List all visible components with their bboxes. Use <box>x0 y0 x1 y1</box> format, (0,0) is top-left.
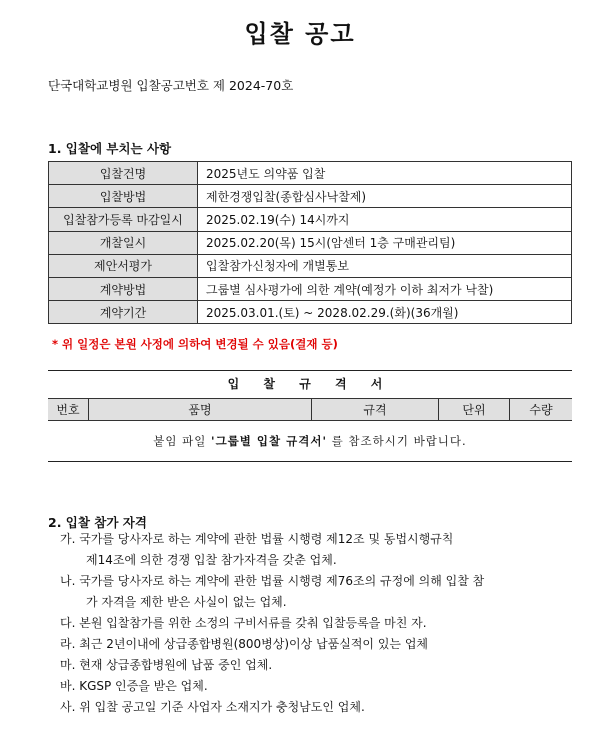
bid-number: 단국대학교병원 입찰공고번호 제 2024-70호 <box>48 78 294 93</box>
spec-col-number: 번호 <box>48 399 89 421</box>
spec-header-table <box>48 399 572 421</box>
row-value: 그룹별 심사평가에 의한 계약(예정가 이하 최저가 낙찰) <box>198 277 572 300</box>
spec-header-row <box>48 399 572 421</box>
requirement-item-cont: 가 자격을 제한 받은 사실이 없는 업체. <box>86 595 287 609</box>
spec-note-suffix: 를 참조하시기 바랍니다. <box>331 434 467 448</box>
row-value: 2025.02.20(목) 15시(암센터 1층 구매관리팀) <box>198 231 572 254</box>
table-row <box>49 277 572 300</box>
row-label: 제안서평가 <box>49 254 198 277</box>
spec-col-spec: 규격 <box>312 399 439 421</box>
row-label: 입찰건명 <box>49 162 198 185</box>
requirement-item-cont: 제14조에 의한 경쟁 입찰 참가자격을 갖춘 업체. <box>86 553 337 567</box>
row-value: 2025.03.01.(토) ~ 2028.02.29.(화)(36개월) <box>198 301 572 324</box>
schedule-change-note: * 위 일정은 본원 사정에 의하여 변경될 수 있음(결재 등) <box>52 337 338 351</box>
table-row <box>49 301 572 324</box>
section-1-heading: 1. 입찰에 부치는 사항 <box>48 141 172 156</box>
table-row <box>49 208 572 231</box>
page-title: 입찰 공고 <box>244 20 356 48</box>
spec-note-filename: '그룹별 입찰 규격서' <box>211 434 327 448</box>
requirement-item: 바. KGSP 인증을 받은 업체. <box>60 679 208 693</box>
row-value: 2025.02.19(수) 14시까지 <box>198 208 572 231</box>
row-label: 입찰방법 <box>49 185 198 208</box>
requirement-item: 가. 국가를 당사자로 하는 계약에 관한 법률 시행령 제12조 및 동법시행규칙 <box>60 532 454 546</box>
table-row <box>49 162 572 185</box>
row-value: 입찰참가신청자에 개별통보 <box>198 254 572 277</box>
requirement-item: 나. 국가를 당사자로 하는 계약에 관한 법률 시행령 제76조의 규정에 의해 입찰 참 <box>60 574 485 588</box>
row-value: 제한경쟁입찰(종합심사낙찰제) <box>198 185 572 208</box>
row-label: 개찰일시 <box>49 231 198 254</box>
section-2-heading: 2. 입찰 참가 자격 <box>48 515 147 530</box>
requirement-item: 마. 현재 상급종합병원에 납품 중인 업체. <box>60 658 273 672</box>
table-row <box>49 231 572 254</box>
spec-note-prefix: 붙임 파일 <box>153 434 207 448</box>
table-row <box>49 185 572 208</box>
requirement-item: 라. 최근 2년이내에 상급종합병원(800병상)이상 납품실적이 있는 업체 <box>60 637 428 651</box>
requirement-item: 사. 위 입찰 공고일 기준 사업자 소재지가 충청남도인 업체. <box>60 700 365 714</box>
table-row <box>49 254 572 277</box>
spec-sheet <box>48 370 572 462</box>
spec-col-unit: 단위 <box>439 399 510 421</box>
row-value: 2025년도 의약품 입찰 <box>198 162 572 185</box>
row-label: 입찰참가등록 마감일시 <box>49 208 198 231</box>
spec-note <box>48 433 572 449</box>
requirement-item: 다. 본원 입찰참가를 위한 소정의 구비서류를 갖춰 입찰등록을 마친 자. <box>60 616 427 630</box>
bid-info-table <box>48 161 572 324</box>
spec-col-qty: 수량 <box>510 399 573 421</box>
spec-col-item: 품명 <box>89 399 312 421</box>
row-label: 계약기간 <box>49 301 198 324</box>
spec-title: 입 찰 규 격 서 <box>48 371 572 399</box>
row-label: 계약방법 <box>49 277 198 300</box>
